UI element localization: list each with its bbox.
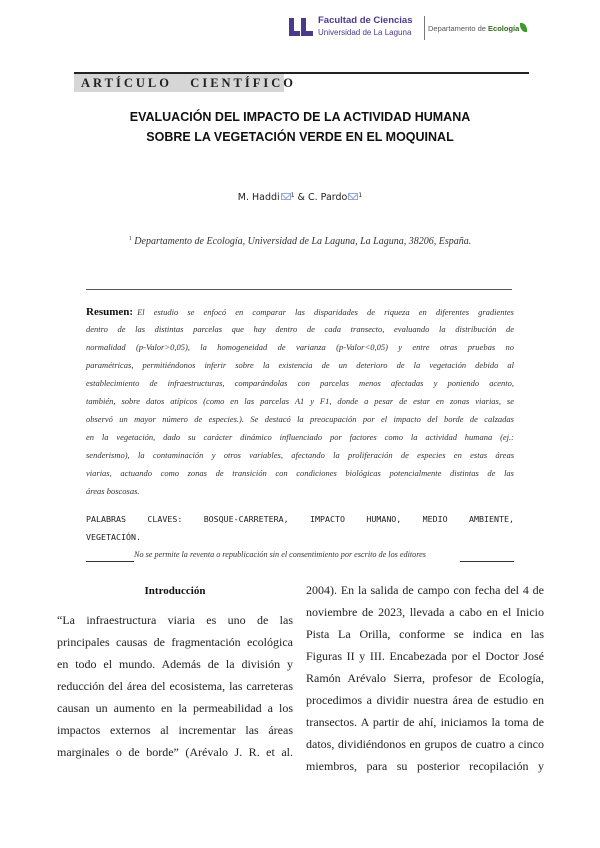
body-line: reducción del área del ecosistema, las carreteras: [57, 679, 293, 693]
logo-divider: [424, 16, 425, 40]
author-separator: &: [294, 192, 308, 203]
department-name: Ecología: [488, 24, 520, 33]
copyright-notice: No se permite la reventa o republicación sin el consentimiento por escrito de los editores: [134, 550, 426, 559]
body-line: en todo el mundo. Además de la división y: [57, 657, 293, 671]
body-line: Figuras II y III. Encabezada por el Doctor José: [306, 649, 544, 663]
department-prefix: Departamento de: [428, 24, 486, 33]
email-icon[interactable]: [348, 193, 358, 200]
author-1: M. Haddi: [237, 192, 280, 203]
abstract-line: dentro de las distintas parcelas que hay dentro de cada transecto, evaluando la distribución de: [86, 324, 514, 334]
author-2: C. Pardo: [307, 192, 348, 203]
body-line: datos, dividiéndonos en grupos de cuatro a cinco: [306, 737, 544, 751]
author-1-affiliation: 1: [290, 192, 295, 199]
email-icon[interactable]: [281, 193, 291, 200]
body-line: 2004). En la salida de campo con fecha del 4 de: [306, 583, 544, 597]
abstract-line: en la vegetación, dado su carácter dinámico influenciado por factores como la actividad humana (ej.:: [86, 432, 514, 442]
university-name: Universidad de La Laguna: [318, 28, 412, 37]
affiliation-number: 1: [128, 236, 132, 242]
body-line: impactos externos al incrementar las áreas: [57, 723, 293, 737]
abstract-line: también, sobre datos atípicos (como en las parcelas A1 y F1, donde a pesar de estar en zonas viarias, se: [86, 396, 514, 406]
notice-rule-left: [86, 561, 134, 562]
leaf-icon: [520, 23, 527, 32]
body-line: principales causas de fragmentación ecológica: [57, 635, 293, 649]
article-type-banner: [74, 74, 297, 92]
abstract-line: viarias, actuando como zonas de transición con condiciones biológicas potencialmente distintas de las: [86, 468, 514, 478]
keywords-line: VEGETACIÓN.: [86, 532, 141, 542]
body-line: Pista La Orilla, conforme se indica en las: [306, 627, 544, 641]
abstract-line: áreas boscosas.: [86, 486, 140, 496]
body-line: noviembre de 2023, llevada a cabo en el Inicio: [306, 605, 544, 619]
abstract-line: observó un mayor número de especies.). Se destacó la preocupación por el impacto del borde de calzadas: [86, 414, 514, 424]
body-line: miembros, para su posterior recopilación y: [306, 759, 544, 773]
abstract-text: El estudio se enfocó en comparar las disparidades de riqueza en diferentes gradientes: [137, 307, 514, 317]
title-line-2: SOBRE LA VEGETACIÓN VERDE EN EL MOQUINAL: [146, 130, 454, 144]
body-line: marginales o de borde” (Arévalo J. R. et al.: [57, 745, 293, 759]
author-2-affiliation: 1: [358, 192, 363, 199]
abstract-label: Resumen:: [86, 306, 134, 318]
abstract-line: normalidad (p-Valor>0,05), la homogeneidad de varianza (p-Valor<0,05) y entre otras pruebas no: [86, 342, 514, 352]
affiliation-text: Departamento de Ecología, Universidad de La Laguna, La Laguna, 38206, España.: [134, 236, 472, 247]
section-divider: [86, 289, 512, 290]
body-line: Ramón Arévalo Sierra, profesor de Ecología,: [306, 671, 544, 685]
body-line: procedimos a dividir nuestra área de estudio en: [306, 693, 544, 707]
introduction-heading: Introducción: [144, 585, 206, 597]
authors: [0, 192, 600, 203]
body-line: causan un aumento en la permeabilidad a los: [57, 701, 293, 715]
faculty-title: Facultad de Ciencias: [318, 15, 413, 26]
body-line: transectos. A partir de ahí, iniciamos la toma de: [306, 715, 544, 729]
title-line-1: EVALUACIÓN DEL IMPACTO DE LA ACTIVIDAD HUMANA: [129, 110, 471, 124]
abstract-line: [86, 306, 514, 318]
body-line: “La infraestructura viaria es uno de las: [57, 613, 293, 627]
keywords-line: PALABRAS CLAVES: BOSQUE-CARRETERA, IMPACTO HUMANO, MEDIO AMBIENTE,: [86, 514, 514, 524]
notice-rule-right: [460, 561, 514, 562]
article-type: ARTÍCULO CIENTÍFICO: [81, 76, 297, 90]
abstract-line: paramétricas, permitiéndonos inferir sobre la existencia de un deterioro de la vegetación debido al: [86, 360, 514, 370]
affiliation: [0, 236, 600, 247]
department-logo: [428, 23, 527, 33]
abstract-line: senderismo), la contaminación y otros variables, afectando la proliferación de especies en estas áreas: [86, 450, 514, 460]
faculty-logo-mark: [288, 17, 314, 37]
abstract-line: establecimiento de infraestructuras, comparándolas con parcelas menos afectadas y poniendo acento,: [86, 378, 514, 388]
